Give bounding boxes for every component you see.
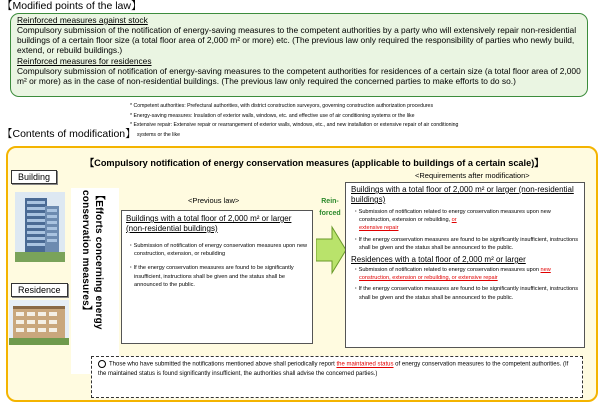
circle-bullet-icon: [98, 360, 106, 368]
definition-notes: [130, 102, 590, 140]
after-residence-bullet-submission: [351, 266, 579, 282]
modified-points-header: 【Modified points of the law】: [2, 0, 142, 12]
after-modification-box: [345, 182, 585, 348]
after-residences-heading: Residences with a total floor of 2,000 m² or larger: [351, 255, 526, 265]
after-bullet-extensive-repair: extensive repair: [359, 225, 399, 232]
right-arrow-icon: [316, 225, 346, 275]
after-bullet-submission-text: ・Submission of notification related to energy conservation measures upon new construction, extension or rebuilding,: [353, 209, 551, 224]
office-building-icon: [15, 192, 65, 262]
note-energy-saving-measures: * Energy-saving measures: Insulation of exterior walls, windows, etc. and effective use of air conditioning systems or the like: [130, 112, 415, 119]
periodic-report-text: Those who have submitted the notifications mentioned above shall periodically report: [109, 361, 337, 368]
residence-measures-text: Compulsory submission of notification of energy-saving measures to the competent authorities for residences of a certain size (a total floor area of 2,000 m² or more) as in the case of non-residential buildings. (The previous law only required the concerned parties to make efforts to do so.): [17, 66, 581, 86]
after-residence-bullet-text: ・Submission of notification related to energy conservation measures upon: [353, 267, 541, 274]
previous-law-bullet-insufficient: ・If the energy conservation measures are found to be significantly insufficient, instructions shall be given and the status shall be announced to the public.: [128, 265, 294, 288]
after-modification-label: <Requirements after modification>: [415, 171, 530, 180]
building-label: Building: [11, 170, 57, 184]
previous-law-box: [121, 210, 313, 344]
note-competent-authorities: * Competent authorities: Prefectural authorities, with district construction surveyors, governing construction authorization procedures: [130, 103, 434, 109]
contents-header: 【Contents of modification】: [2, 128, 136, 140]
modified-points-box: [10, 13, 588, 97]
previous-law-label: <Previous law>: [188, 196, 240, 205]
main-title: 【Compulsory notification of energy conservation measures (applicable to buildings of a certain scale)】: [85, 158, 544, 168]
after-bullet-submission: [351, 208, 579, 233]
periodic-report-note: [91, 356, 583, 398]
reinforced-arrow: [316, 225, 346, 275]
residence-measures-title: Reinforced measures for residences: [17, 56, 152, 66]
note-extensive-repair-cont: systems or the like: [137, 131, 180, 138]
after-residence-bullet-red: new construction, extension or rebuilding, or extensive repair: [359, 267, 551, 282]
after-buildings-heading: Buildings with a total floor of 2,000 m² or larger (non-residential buildings): [351, 185, 574, 204]
previous-law-heading: Buildings with a total floor of 2,000 m² or larger (non-residential buildings): [126, 214, 292, 233]
maintained-status-text: the maintained status: [336, 361, 394, 368]
apartment-building-icon: [9, 300, 69, 345]
residence-label: Residence: [11, 283, 68, 297]
efforts-vertical-text: 【Efforts concerning energy conservation measures】: [80, 190, 104, 330]
reinforced-label: Rein-forced: [319, 198, 341, 217]
after-bullet-or: or: [451, 217, 457, 224]
periodic-report-text-cont: of energy conservation measures to the competent authorities. (If the maintained status is found significantly insufficient, the authorities shall advise the concerned parties.): [98, 361, 569, 378]
stock-measures-text: Compulsory submission of the notification of energy-saving measures to the competent authorities by a party who will extensively repair non-residential buildings of a certain floor size (a total floor area of 2,000 m² or more) etc. (The previous law only required the responsibility of parties who newly build, extend, or rebuild buildings.): [17, 25, 577, 55]
stock-measures-title: Reinforced measures against stock: [17, 15, 148, 25]
note-extensive-repair: * Extensive repair: Extensive repair or rearrangement of exterior walls, windows, etc., and new installation or extensive repair of air conditioning: [130, 122, 459, 128]
building-image: [15, 192, 65, 262]
previous-law-bullet-submission: ・Submission of notification of energy conservation measures upon new construction, extension, or rebuilding: [128, 243, 308, 258]
residence-image: [9, 300, 69, 345]
after-bullet-insufficient: ・If the energy conservation measures are found to be significantly insufficient, instructions shall be given and the status shall be announced to the public.: [353, 236, 579, 251]
efforts-vertical-title: [71, 188, 119, 374]
after-residence-bullet-insufficient: ・If the energy conservation measures are found to be significantly insufficient, instructions shall be given and the status shall be announced to the public.: [353, 286, 579, 301]
